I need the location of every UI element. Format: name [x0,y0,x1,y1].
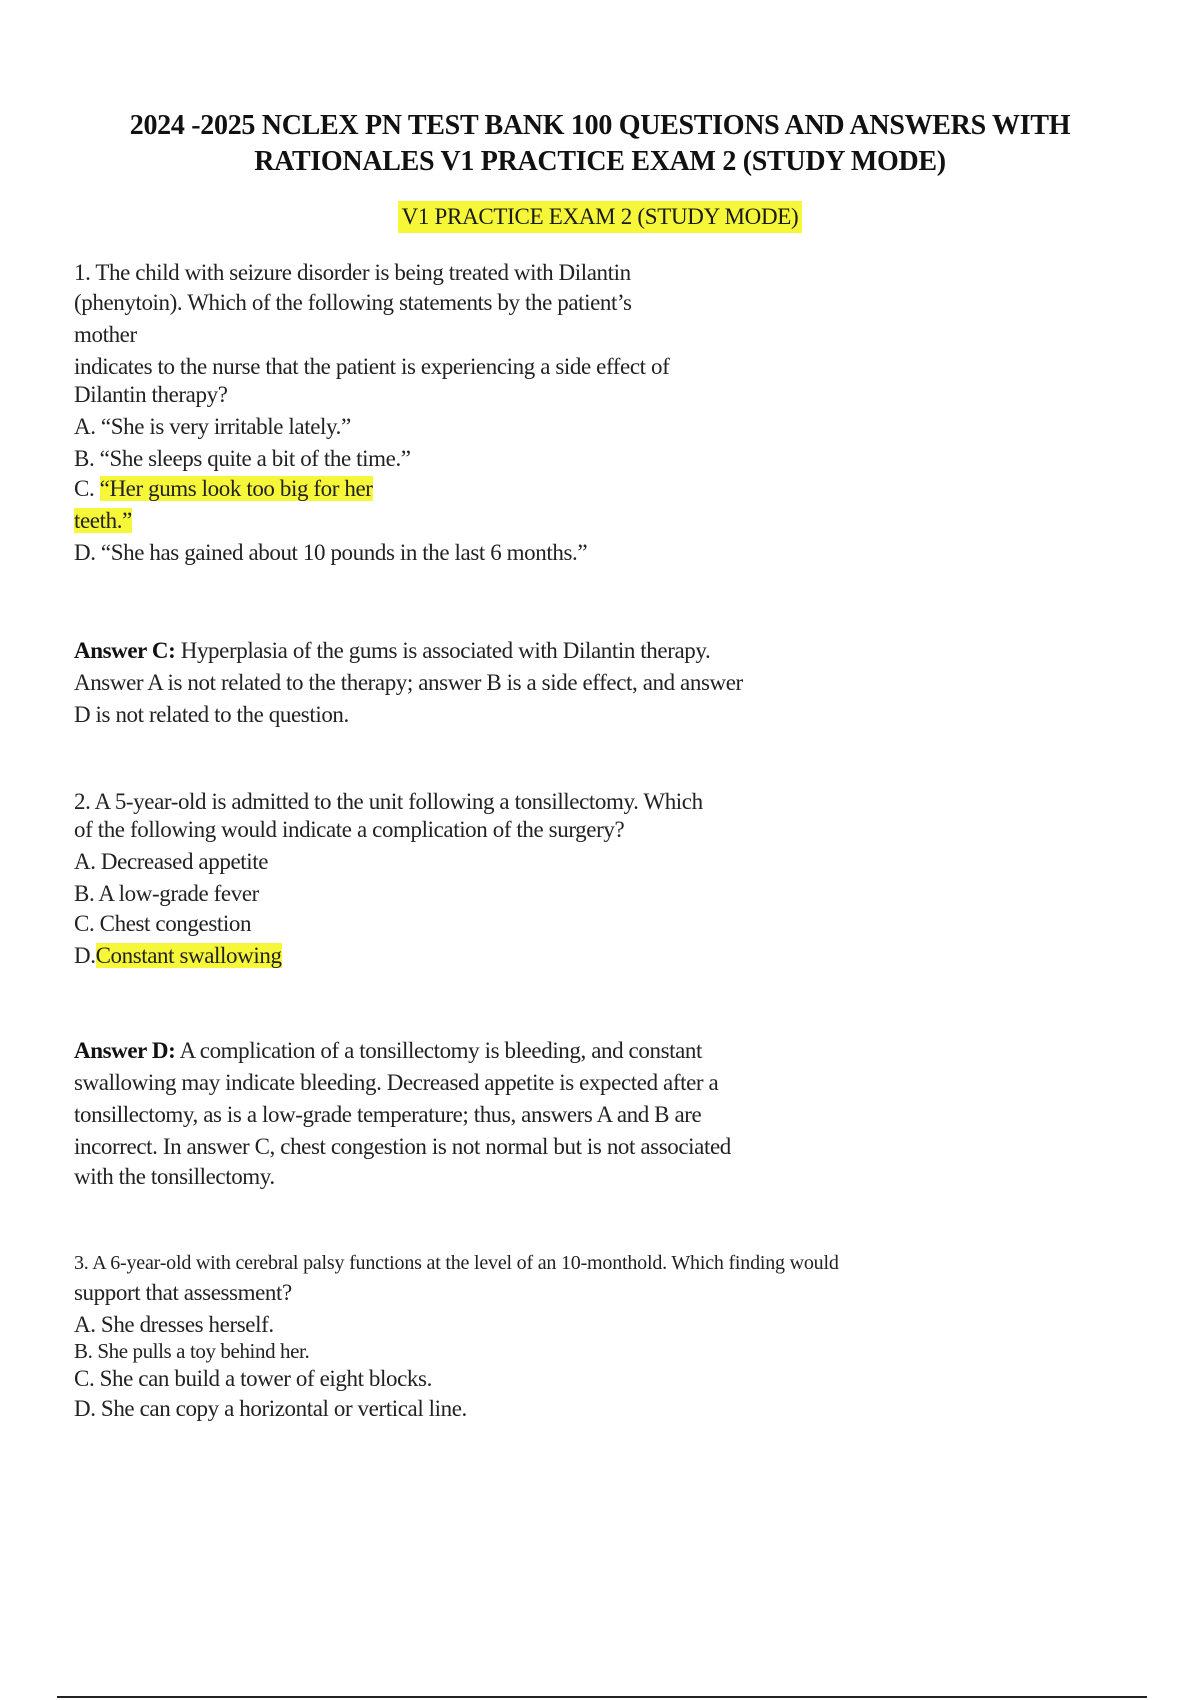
option-letter: C. [74,1366,95,1391]
question-1-stem-line: indicates to the nurse that the patient is experiencing a side effect of [74,354,670,379]
option-c [74,473,669,505]
option-a [74,846,703,878]
question-1-stem-line: Dilantin therapy? [74,382,228,407]
question-1-stem-line: (phenytoin). Which of the following statements by the patient’s [74,290,632,315]
answer-text: Hyperplasia of the gums is associated with Dilantin therapy. [175,638,711,663]
option-d [74,940,703,972]
option-d [74,1393,839,1425]
question-2-stem-line: 2. A 5-year-old is admitted to the unit following a tonsillectomy. Which [74,789,703,814]
question-1 [74,257,669,569]
option-text: She can build a tower of eight blocks. [99,1366,432,1391]
highlighted-correct-option-continued: teeth.” [74,508,132,533]
option-letter: A. [74,414,96,439]
answer-2-line [74,1035,731,1067]
option-letter: B. [74,1339,93,1363]
question-2-stem-line: of the following would indicate a complication of the surgery? [74,817,625,842]
question-3-stem-line: 3. A 6-year-old with cerebral palsy functions at the level of an 10-monthold. Which finding would [74,1252,839,1274]
title-line-1: 2024 -2025 NCLEX PN TEST BANK 100 QUESTIONS AND ANSWERS WITH [129,110,1071,141]
answer-2-line: with the tonsillectomy. [74,1164,275,1189]
document-title [100,108,1100,180]
highlighted-correct-option: Constant swallowing [95,943,282,968]
option-text: A low-grade fever [98,881,259,906]
option-b [74,443,669,475]
option-c [74,908,703,940]
option-text: Decreased appetite [100,849,269,874]
answer-1-line: D is not related to the question. [74,702,349,727]
option-letter: D. [74,943,96,968]
footer-divider [57,1696,1147,1698]
question-1-stem-line: mother [74,322,137,347]
highlighted-correct-option: “Her gums look too big for her [99,476,373,501]
option-letter: A. [74,1312,96,1337]
option-text: She pulls a toy behind her. [97,1339,310,1363]
answer-1-line [74,635,743,667]
option-text: “She has gained about 10 pounds in the last 6 months.” [100,540,588,565]
answer-label: Answer D: [74,1038,176,1063]
answer-1-line: Answer A is not related to the therapy; answer B is a side effect, and answer [74,670,743,695]
option-text: “She sleeps quite a bit of the time.” [99,446,411,471]
option-b [74,878,703,910]
option-text: Chest congestion [99,911,252,936]
option-text: “She is very irritable lately.” [100,414,351,439]
option-letter: D. [74,540,96,565]
option-letter: B. [74,881,95,906]
option-letter: B. [74,446,95,471]
question-2 [74,786,703,972]
subtitle-wrapper [0,201,1200,233]
question-1-stem-line: 1. The child with seizure disorder is being treated with Dilantin [74,260,631,285]
answer-2-rationale [74,1035,731,1193]
title-line-2: RATIONALES V1 PRACTICE EXAM 2 (STUDY MODE) [254,146,946,177]
answer-2-line: tonsillectomy, as is a low-grade temperature; thus, answers A and B are [74,1102,702,1127]
answer-1-rationale [74,635,743,731]
option-c-continued [74,505,669,537]
option-c [74,1363,839,1395]
answer-label: Answer C: [74,638,176,663]
option-text: She can copy a horizontal or vertical line. [100,1396,467,1421]
answer-2-line: incorrect. In answer C, chest congestion is not normal but is not associated [74,1134,731,1159]
question-3-stem-line: support that assessment? [74,1280,292,1305]
question-3 [74,1247,839,1425]
answer-2-line: swallowing may indicate bleeding. Decreased appetite is expected after a [74,1070,719,1095]
option-text: She dresses herself. [100,1312,274,1337]
option-a [74,411,669,443]
answer-text: A complication of a tonsillectomy is bleeding, and constant [175,1038,703,1063]
option-letter: C. [74,476,95,501]
option-d [74,537,669,569]
option-letter: D. [74,1396,96,1421]
option-letter: C. [74,911,95,936]
highlighted-subtitle: V1 PRACTICE EXAM 2 (STUDY MODE) [398,201,803,233]
option-letter: A. [74,849,96,874]
